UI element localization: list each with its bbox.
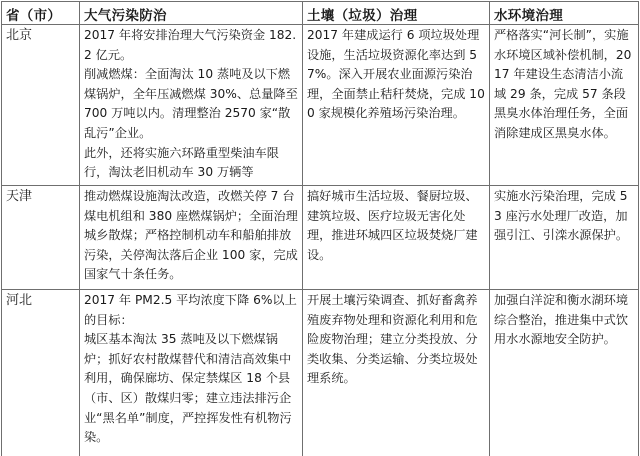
pollution-control-table: [1, 1, 639, 456]
header-province: 省（市）: [2, 2, 80, 25]
province-cell: 北京: [2, 25, 80, 186]
province-cell: 天津: [2, 186, 80, 290]
air-cell: [80, 290, 303, 456]
air-cell: [80, 25, 303, 186]
cell-paragraph: 实施水污染治理，完成 53 座污水处理厂改造，加强引江、引滦水源保护。: [494, 189, 629, 243]
cell-paragraph: 2017 年 PM2.5 平均浓度下降 6%以上的目标：: [84, 293, 297, 327]
cell-paragraph: 削减燃煤：全面淘汰 10 蒸吨及以下燃煤锅炉，全年压减燃煤 30%、总量降至 700 万吨以内。清理整治 2570 家“散乱污”企业。: [84, 67, 298, 140]
table-row-hebei: [2, 290, 639, 456]
cell-paragraph: 推动燃煤设施淘汰改造，改燃关停 7 台煤电机组和 380 座燃煤锅炉；全面治理城乡散煤；严格控制机动车和船舶排放污染，关停淘汰落后企业 100 家，完成国家气十条任务。: [84, 189, 298, 282]
cell-paragraph: 2017 年将安排治理大气污染资金 182.2 亿元。: [84, 28, 297, 62]
province-cell: 河北: [2, 290, 80, 456]
soil-cell: [303, 290, 490, 456]
cell-paragraph: 严格落实“河长制”，实施水环境区域补偿机制，2017 年建设生态清洁小流域 29 条，完成 57 条段黑臭水体治理任务，全面消除建成区黑臭水体。: [494, 28, 632, 140]
table-row-beijing: [2, 25, 639, 186]
water-cell: [490, 25, 639, 186]
water-cell: [490, 186, 639, 290]
cell-paragraph: 加强白洋淀和衡水湖环境综合整治，推进集中式饮用水水源地安全防护。: [494, 293, 629, 347]
water-cell: [490, 290, 639, 456]
soil-cell: [303, 186, 490, 290]
soil-cell: [303, 25, 490, 186]
header-row: [2, 2, 639, 25]
air-cell: [80, 186, 303, 290]
header-air-pollution: 大气污染防治: [80, 2, 303, 25]
header-water: 水环境治理: [490, 2, 639, 25]
cell-paragraph: 城区基本淘汰 35 蒸吨及以下燃煤锅炉；抓好农村散煤替代和清洁高效集中利用，确保廊坊、保定禁煤区 18 个县（市、区）散煤归零；建立违法排污企业“黑名单”制度，严控挥发性有机物污染。: [84, 332, 292, 445]
cell-paragraph: 开展土壤污染调查、抓好畜禽养殖废弃物处理和资源化利用和危险废物治理；建立分类投放、分类收集、分类运输、分类垃圾处理系统。: [307, 293, 478, 386]
cell-paragraph: 此外，还将实施六环路重型柴油车限行，淘汰老旧机动车 30 万辆等: [84, 145, 279, 180]
cell-paragraph: 搞好城市生活垃圾、餐厨垃圾、建筑垃圾、医疗垃圾无害化处理，推进环城四区垃圾焚烧厂建设。: [307, 189, 478, 262]
cell-paragraph: 2017 年建成运行 6 项垃圾处理设施，生活垃圾资源化率达到 57%。深入开展农业面源污染治理，全面禁止秸秆焚烧，完成 100 家规模化养殖场污染治理。: [307, 28, 485, 121]
table-row-tianjin: [2, 186, 639, 290]
header-soil-waste: 土壤（垃圾）治理: [303, 2, 490, 25]
